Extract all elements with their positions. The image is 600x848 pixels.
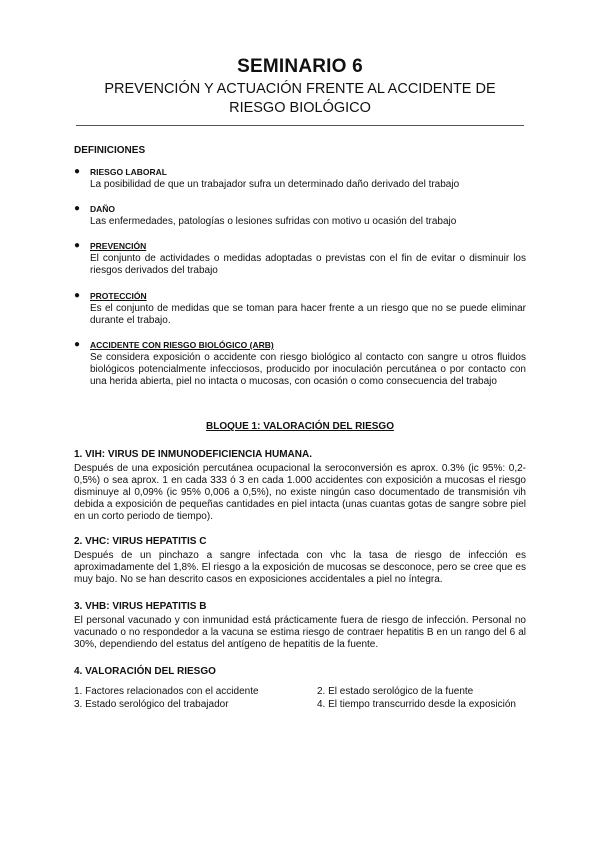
risk-factor-item: 2. El estado serológico de la fuente	[317, 686, 474, 697]
page-title: SEMINARIO 6	[237, 56, 363, 77]
definition-term: DAÑO	[90, 204, 116, 214]
section-text: El personal vacunado y con inmunidad está prácticamente fuera de riesgo de infección. Personal no vacunado o no respondedor a la vacuna se estima riesgo de contraer hepatitis B en un rango del 6 al 30%, dependiendo del estatus del antígeno de hepatitis de la fuente.	[74, 615, 526, 650]
definition-item	[74, 290, 526, 330]
risk-factor-item: 4. El tiempo transcurrido desde la exposición	[317, 699, 516, 710]
risk-factor-item: 1. Factores relacionados con el accidente	[74, 686, 259, 697]
definition-item	[74, 339, 526, 391]
definition-text: Se considera exposición o accidente con riesgo biológico al contacto con sangre u otros fluidos biológicos potencialmente infecciosos, producido por inoculación percutánea o por contacto con una herida abierta, piel no intacta o mucosas, con ocasión o como consecuencia del trabajo	[90, 352, 526, 387]
definition-item	[74, 203, 526, 231]
subtitle-line-1: PREVENCIÓN Y ACTUACIÓN FRENTE AL ACCIDENTE DE	[104, 81, 496, 97]
definition-text: La posibilidad de que un trabajador sufra un determinado daño derivado del trabajo	[90, 179, 460, 190]
definition-item	[74, 240, 526, 280]
section-heading: 4. VALORACIÓN DEL RIESGO	[74, 666, 216, 677]
section-text: Después de una exposición percutánea ocupacional la seroconversión es aprox. 0.3% (ic 95%: 0,2-0,5%) o sea aprox. 1 en cada 333 ó 3 en cada 1.000 accidentes con exposición a mucosas el riesgo disminuye al 0,09% (ic 95% 0,006 a 0,5%), no existe ningún caso documentado de transmisión vih debida a exposición de pequeñas cantidades en piel intacta (unas cuantas gotas de sangre sobre piel en un corto periodo de tiempo).	[74, 463, 526, 522]
block-title: BLOQUE 1: VALORACIÓN DEL RIESGO	[206, 421, 394, 432]
definition-text: Las enfermedades, patologías o lesiones sufridas con motivo u ocasión del trabajo	[90, 216, 457, 227]
subtitle-line-2: RIESGO BIOLÓGICO	[229, 100, 371, 116]
section-heading: 1. VIH: VIRUS DE INMUNODEFICIENCIA HUMANA.	[74, 449, 312, 460]
bullet-icon: ●	[74, 240, 81, 251]
section-heading: 2. VHC: VIRUS HEPATITIS C	[74, 536, 207, 547]
page-subtitle	[90, 80, 510, 118]
title-divider	[76, 125, 524, 126]
bullet-icon: ●	[74, 203, 81, 214]
definition-term: ACCIDENTE CON RIESGO BIOLÓGICO (ARB)	[90, 340, 274, 350]
bullet-icon: ●	[74, 339, 81, 350]
definition-term: PREVENCIÓN	[90, 241, 147, 251]
definitions-heading: DEFINICIONES	[74, 145, 146, 156]
section-heading: 3. VHB: VIRUS HEPATITIS B	[74, 601, 207, 612]
definition-text: Es el conjunto de medidas que se toman para hacer frente a un riesgo que no se puede eliminar durante el trabajo.	[90, 303, 526, 326]
risk-factor-item: 3. Estado serológico del trabajador	[74, 699, 229, 710]
bullet-icon: ●	[74, 290, 81, 301]
bullet-icon: ●	[74, 166, 81, 177]
section-text: Después de un pinchazo a sangre infectada con vhc la tasa de riesgo de infección es aproximadamente del 1,8%. El riesgo a la exposición de mucosas se desconoce, pero se cree que es muy bajo. No se han descrito casos en exposiciones accidentales a piel no íntegra.	[74, 550, 526, 585]
definition-text: El conjunto de actividades o medidas adoptadas o previstas con el fin de evitar o disminuir los riesgos derivados del trabajo	[90, 253, 526, 276]
definition-item	[74, 166, 526, 194]
definition-term: PROTECCIÓN	[90, 291, 147, 301]
definition-term: RIESGO LABORAL	[90, 167, 167, 177]
